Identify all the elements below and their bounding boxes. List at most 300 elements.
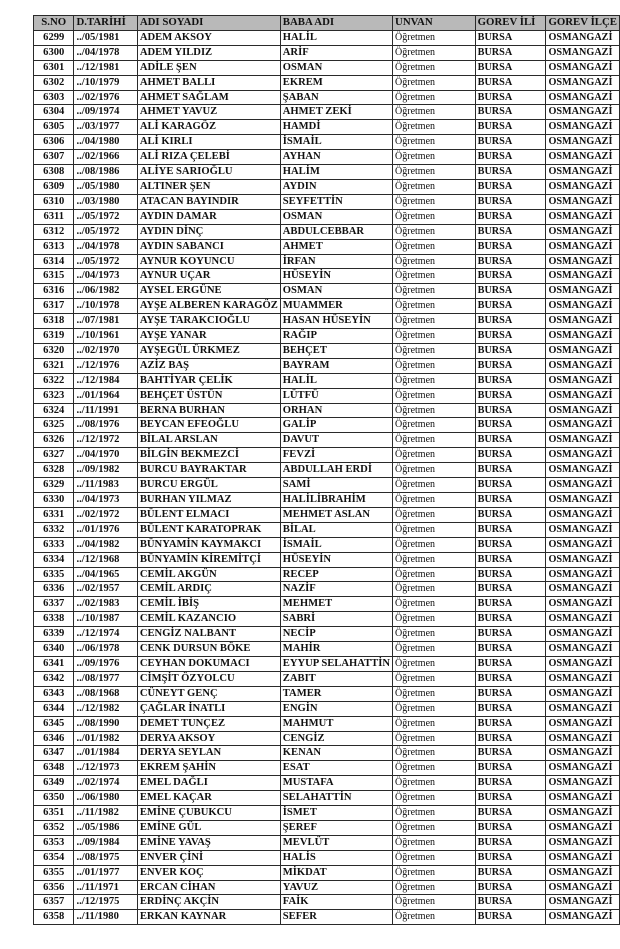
cell-duty-province: BURSA: [475, 493, 546, 508]
cell-father-name: YAVUZ: [280, 880, 392, 895]
cell-full-name: ERDİNÇ AKÇİN: [137, 895, 280, 910]
cell-duty-province: BURSA: [475, 835, 546, 850]
cell-duty-province: BURSA: [475, 239, 546, 254]
cell-father-name: ENGİN: [280, 701, 392, 716]
cell-full-name: BİLAL ARSLAN: [137, 433, 280, 448]
cell-full-name: ERCAN CİHAN: [137, 880, 280, 895]
cell-duty-province: BURSA: [475, 284, 546, 299]
table-row: [34, 537, 620, 552]
cell-birth-date: ../04/1973: [74, 493, 137, 508]
cell-sno: 6328: [34, 463, 74, 478]
cell-duty-province: BURSA: [475, 343, 546, 358]
cell-duty-district: OSMANGAZİ: [546, 731, 620, 746]
cell-birth-date: ../01/1982: [74, 731, 137, 746]
cell-birth-date: ../08/1990: [74, 716, 137, 731]
cell-duty-district: OSMANGAZİ: [546, 746, 620, 761]
cell-title: Öğretmen: [393, 358, 476, 373]
table-row: [34, 552, 620, 567]
cell-birth-date: ../10/1978: [74, 299, 137, 314]
cell-father-name: MUSTAFA: [280, 776, 392, 791]
table-row: [34, 701, 620, 716]
cell-full-name: ENVER KOÇ: [137, 865, 280, 880]
table-row: [34, 150, 620, 165]
table-row: [34, 329, 620, 344]
cell-sno: 6321: [34, 358, 74, 373]
cell-duty-district: OSMANGAZİ: [546, 567, 620, 582]
cell-title: Öğretmen: [393, 75, 476, 90]
cell-title: Öğretmen: [393, 448, 476, 463]
header-full-name: ADI SOYADI: [137, 16, 280, 31]
cell-father-name: CENGİZ: [280, 731, 392, 746]
cell-duty-district: OSMANGAZİ: [546, 433, 620, 448]
cell-birth-date: ../05/1980: [74, 179, 137, 194]
cell-birth-date: ../12/1968: [74, 552, 137, 567]
cell-birth-date: ../02/1966: [74, 150, 137, 165]
cell-birth-date: ../02/1970: [74, 343, 137, 358]
table-row: [34, 478, 620, 493]
cell-birth-date: ../08/1968: [74, 686, 137, 701]
cell-duty-district: OSMANGAZİ: [546, 30, 620, 45]
header-title: UNVAN: [393, 16, 476, 31]
cell-title: Öğretmen: [393, 209, 476, 224]
cell-duty-district: OSMANGAZİ: [546, 761, 620, 776]
cell-duty-province: BURSA: [475, 746, 546, 761]
cell-duty-province: BURSA: [475, 761, 546, 776]
cell-title: Öğretmen: [393, 150, 476, 165]
cell-duty-district: OSMANGAZİ: [546, 552, 620, 567]
cell-birth-date: ../03/1977: [74, 120, 137, 135]
table-row: [34, 731, 620, 746]
cell-duty-province: BURSA: [475, 627, 546, 642]
cell-title: Öğretmen: [393, 761, 476, 776]
cell-duty-district: OSMANGAZİ: [546, 656, 620, 671]
cell-full-name: CEYHAN DOKUMACI: [137, 656, 280, 671]
cell-sno: 6347: [34, 746, 74, 761]
cell-sno: 6320: [34, 343, 74, 358]
cell-full-name: BEYCAN EFEOĞLU: [137, 418, 280, 433]
cell-birth-date: ../02/1972: [74, 507, 137, 522]
cell-title: Öğretmen: [393, 90, 476, 105]
cell-title: Öğretmen: [393, 686, 476, 701]
cell-sno: 6335: [34, 567, 74, 582]
cell-father-name: SEFER: [280, 910, 392, 925]
cell-full-name: AYNUR UÇAR: [137, 269, 280, 284]
table-row: [34, 194, 620, 209]
cell-full-name: BURCU ERGÜL: [137, 478, 280, 493]
cell-full-name: AYŞE TARAKCIOĞLU: [137, 314, 280, 329]
cell-title: Öğretmen: [393, 179, 476, 194]
table-row: [34, 45, 620, 60]
table-row: [34, 567, 620, 582]
table-row: [34, 686, 620, 701]
cell-title: Öğretmen: [393, 418, 476, 433]
table-row: [34, 373, 620, 388]
cell-full-name: BURHAN YILMAZ: [137, 493, 280, 508]
table-row: [34, 254, 620, 269]
cell-title: Öğretmen: [393, 194, 476, 209]
cell-sno: 6334: [34, 552, 74, 567]
cell-full-name: DERYA SEYLAN: [137, 746, 280, 761]
cell-birth-date: ../12/1984: [74, 373, 137, 388]
cell-father-name: HÜSEYİN: [280, 269, 392, 284]
cell-sno: 6352: [34, 820, 74, 835]
cell-duty-district: OSMANGAZİ: [546, 388, 620, 403]
cell-duty-province: BURSA: [475, 120, 546, 135]
cell-sno: 6304: [34, 105, 74, 120]
cell-title: Öğretmen: [393, 850, 476, 865]
cell-title: Öğretmen: [393, 776, 476, 791]
cell-duty-district: OSMANGAZİ: [546, 522, 620, 537]
cell-duty-province: BURSA: [475, 403, 546, 418]
cell-father-name: ŞABAN: [280, 90, 392, 105]
cell-father-name: BİLAL: [280, 522, 392, 537]
cell-duty-province: BURSA: [475, 806, 546, 821]
cell-full-name: AYDIN DİNÇ: [137, 224, 280, 239]
cell-sno: 6309: [34, 179, 74, 194]
cell-sno: 6351: [34, 806, 74, 821]
cell-father-name: FEVZİ: [280, 448, 392, 463]
table-row: [34, 656, 620, 671]
cell-duty-district: OSMANGAZİ: [546, 493, 620, 508]
cell-title: Öğretmen: [393, 746, 476, 761]
cell-duty-province: BURSA: [475, 686, 546, 701]
cell-father-name: NECİP: [280, 627, 392, 642]
cell-title: Öğretmen: [393, 45, 476, 60]
document-sheet: [33, 15, 620, 925]
cell-sno: 6300: [34, 45, 74, 60]
cell-father-name: BEHÇET: [280, 343, 392, 358]
cell-birth-date: ../12/1973: [74, 761, 137, 776]
cell-duty-province: BURSA: [475, 880, 546, 895]
cell-duty-district: OSMANGAZİ: [546, 671, 620, 686]
cell-title: Öğretmen: [393, 388, 476, 403]
cell-birth-date: ../12/1972: [74, 433, 137, 448]
cell-duty-district: OSMANGAZİ: [546, 463, 620, 478]
table-row: [34, 433, 620, 448]
cell-father-name: SEYFETTİN: [280, 194, 392, 209]
cell-full-name: ALTINER ŞEN: [137, 179, 280, 194]
cell-birth-date: ../11/1983: [74, 478, 137, 493]
cell-duty-district: OSMANGAZİ: [546, 60, 620, 75]
table-row: [34, 791, 620, 806]
cell-full-name: EKREM ŞAHİN: [137, 761, 280, 776]
cell-title: Öğretmen: [393, 612, 476, 627]
cell-duty-province: BURSA: [475, 60, 546, 75]
cell-title: Öğretmen: [393, 701, 476, 716]
cell-title: Öğretmen: [393, 120, 476, 135]
cell-full-name: AYŞEGÜL ÜRKMEZ: [137, 343, 280, 358]
cell-full-name: BÜNYAMİN KİREMİTÇİ: [137, 552, 280, 567]
cell-full-name: ENVER ÇİNİ: [137, 850, 280, 865]
cell-father-name: ZABIT: [280, 671, 392, 686]
cell-father-name: MEHMET: [280, 597, 392, 612]
cell-duty-province: BURSA: [475, 105, 546, 120]
cell-title: Öğretmen: [393, 314, 476, 329]
cell-duty-province: BURSA: [475, 358, 546, 373]
cell-duty-province: BURSA: [475, 463, 546, 478]
cell-full-name: CEMİL AKGÜN: [137, 567, 280, 582]
cell-duty-province: BURSA: [475, 701, 546, 716]
cell-father-name: FAİK: [280, 895, 392, 910]
cell-sno: 6346: [34, 731, 74, 746]
cell-birth-date: ../01/1977: [74, 865, 137, 880]
cell-full-name: ALİ KIRLI: [137, 135, 280, 150]
cell-sno: 6302: [34, 75, 74, 90]
cell-birth-date: ../05/1972: [74, 209, 137, 224]
cell-father-name: EKREM: [280, 75, 392, 90]
cell-full-name: EMİNE ÇUBUKCU: [137, 806, 280, 821]
cell-duty-province: BURSA: [475, 30, 546, 45]
cell-birth-date: ../09/1982: [74, 463, 137, 478]
cell-sno: 6312: [34, 224, 74, 239]
cell-father-name: EYYUP SELAHATTİN: [280, 656, 392, 671]
cell-duty-district: OSMANGAZİ: [546, 895, 620, 910]
cell-sno: 6315: [34, 269, 74, 284]
cell-father-name: ORHAN: [280, 403, 392, 418]
cell-title: Öğretmen: [393, 656, 476, 671]
cell-birth-date: ../02/1957: [74, 582, 137, 597]
cell-duty-province: BURSA: [475, 537, 546, 552]
cell-birth-date: ../02/1983: [74, 597, 137, 612]
cell-title: Öğretmen: [393, 224, 476, 239]
cell-sno: 6316: [34, 284, 74, 299]
table-row: [34, 522, 620, 537]
table-row: [34, 209, 620, 224]
personnel-table: [33, 15, 620, 925]
cell-full-name: AYŞE ALBEREN KARAGÖZ: [137, 299, 280, 314]
cell-sno: 6322: [34, 373, 74, 388]
cell-title: Öğretmen: [393, 627, 476, 642]
cell-duty-province: BURSA: [475, 776, 546, 791]
table-row: [34, 865, 620, 880]
cell-birth-date: ../11/1980: [74, 910, 137, 925]
cell-sno: 6299: [34, 30, 74, 45]
table-row: [34, 627, 620, 642]
cell-duty-district: OSMANGAZİ: [546, 269, 620, 284]
cell-duty-province: BURSA: [475, 552, 546, 567]
cell-full-name: AHMET BALLI: [137, 75, 280, 90]
table-row: [34, 761, 620, 776]
cell-full-name: ATACAN BAYINDIR: [137, 194, 280, 209]
cell-full-name: CEMİL İBİŞ: [137, 597, 280, 612]
table-row: [34, 299, 620, 314]
cell-duty-district: OSMANGAZİ: [546, 716, 620, 731]
cell-duty-province: BURSA: [475, 135, 546, 150]
cell-duty-district: OSMANGAZİ: [546, 239, 620, 254]
cell-duty-province: BURSA: [475, 433, 546, 448]
cell-father-name: ESAT: [280, 761, 392, 776]
cell-full-name: AYNUR KOYUNCU: [137, 254, 280, 269]
cell-birth-date: ../11/1971: [74, 880, 137, 895]
cell-title: Öğretmen: [393, 567, 476, 582]
cell-father-name: İSMAİL: [280, 135, 392, 150]
cell-birth-date: ../10/1979: [74, 75, 137, 90]
cell-father-name: İRFAN: [280, 254, 392, 269]
cell-full-name: ALİ KARAGÖZ: [137, 120, 280, 135]
cell-sno: 6311: [34, 209, 74, 224]
cell-full-name: ADİLE ŞEN: [137, 60, 280, 75]
table-row: [34, 448, 620, 463]
table-row: [34, 90, 620, 105]
cell-father-name: HALİM: [280, 165, 392, 180]
cell-duty-district: OSMANGAZİ: [546, 806, 620, 821]
table-row: [34, 284, 620, 299]
table-row: [34, 507, 620, 522]
cell-father-name: ABDULLAH ERDİ: [280, 463, 392, 478]
cell-duty-district: OSMANGAZİ: [546, 537, 620, 552]
cell-father-name: MİKDAT: [280, 865, 392, 880]
cell-duty-district: OSMANGAZİ: [546, 150, 620, 165]
cell-sno: 6308: [34, 165, 74, 180]
cell-full-name: BURCU BAYRAKTAR: [137, 463, 280, 478]
cell-duty-district: OSMANGAZİ: [546, 850, 620, 865]
table-row: [34, 820, 620, 835]
cell-full-name: BEHÇET ÜSTÜN: [137, 388, 280, 403]
cell-full-name: BAHTİYAR ÇELİK: [137, 373, 280, 388]
cell-duty-district: OSMANGAZİ: [546, 835, 620, 850]
cell-title: Öğretmen: [393, 329, 476, 344]
header-birth-date: D.TARİHİ: [74, 16, 137, 31]
cell-birth-date: ../02/1976: [74, 90, 137, 105]
cell-sno: 6332: [34, 522, 74, 537]
cell-birth-date: ../05/1981: [74, 30, 137, 45]
cell-duty-province: BURSA: [475, 388, 546, 403]
cell-birth-date: ../03/1980: [74, 194, 137, 209]
cell-birth-date: ../05/1972: [74, 254, 137, 269]
cell-sno: 6326: [34, 433, 74, 448]
cell-sno: 6305: [34, 120, 74, 135]
cell-duty-province: BURSA: [475, 373, 546, 388]
table-row: [34, 105, 620, 120]
cell-sno: 6349: [34, 776, 74, 791]
table-row: [34, 895, 620, 910]
cell-duty-district: OSMANGAZİ: [546, 582, 620, 597]
cell-father-name: ARİF: [280, 45, 392, 60]
cell-full-name: ADEM AKSOY: [137, 30, 280, 45]
cell-father-name: HALİS: [280, 850, 392, 865]
cell-duty-district: OSMANGAZİ: [546, 418, 620, 433]
cell-sno: 6355: [34, 865, 74, 880]
cell-duty-district: OSMANGAZİ: [546, 284, 620, 299]
table-row: [34, 224, 620, 239]
table-row: [34, 850, 620, 865]
cell-birth-date: ../12/1981: [74, 60, 137, 75]
cell-full-name: AHMET SAĞLAM: [137, 90, 280, 105]
table-header-row: [34, 16, 620, 31]
cell-duty-province: BURSA: [475, 895, 546, 910]
cell-duty-province: BURSA: [475, 671, 546, 686]
cell-duty-district: OSMANGAZİ: [546, 820, 620, 835]
cell-father-name: MEVLÜT: [280, 835, 392, 850]
cell-title: Öğretmen: [393, 373, 476, 388]
cell-duty-province: BURSA: [475, 478, 546, 493]
cell-father-name: AHMET ZEKİ: [280, 105, 392, 120]
cell-father-name: MAHİR: [280, 642, 392, 657]
cell-birth-date: ../04/1973: [74, 269, 137, 284]
cell-sno: 6340: [34, 642, 74, 657]
cell-duty-province: BURSA: [475, 418, 546, 433]
cell-full-name: AYDIN SABANCI: [137, 239, 280, 254]
table-row: [34, 880, 620, 895]
cell-full-name: DERYA AKSOY: [137, 731, 280, 746]
cell-full-name: ERKAN KAYNAR: [137, 910, 280, 925]
table-row: [34, 776, 620, 791]
cell-title: Öğretmen: [393, 716, 476, 731]
cell-title: Öğretmen: [393, 552, 476, 567]
table-row: [34, 806, 620, 821]
table-row: [34, 165, 620, 180]
cell-duty-district: OSMANGAZİ: [546, 165, 620, 180]
cell-duty-district: OSMANGAZİ: [546, 314, 620, 329]
cell-sno: 6350: [34, 791, 74, 806]
cell-sno: 6317: [34, 299, 74, 314]
cell-full-name: BÜLENT KARATOPRAK: [137, 522, 280, 537]
cell-title: Öğretmen: [393, 135, 476, 150]
cell-birth-date: ../08/1976: [74, 418, 137, 433]
cell-duty-province: BURSA: [475, 865, 546, 880]
cell-father-name: HALİL: [280, 373, 392, 388]
cell-father-name: KENAN: [280, 746, 392, 761]
cell-full-name: BÜLENT ELMACI: [137, 507, 280, 522]
cell-duty-province: BURSA: [475, 522, 546, 537]
cell-sno: 6357: [34, 895, 74, 910]
cell-sno: 6319: [34, 329, 74, 344]
cell-father-name: İSMAİL: [280, 537, 392, 552]
cell-birth-date: ../10/1987: [74, 612, 137, 627]
cell-father-name: GALİP: [280, 418, 392, 433]
table-row: [34, 597, 620, 612]
cell-birth-date: ../04/1978: [74, 239, 137, 254]
cell-title: Öğretmen: [393, 165, 476, 180]
cell-duty-province: BURSA: [475, 910, 546, 925]
cell-duty-district: OSMANGAZİ: [546, 179, 620, 194]
cell-duty-province: BURSA: [475, 329, 546, 344]
table-row: [34, 135, 620, 150]
cell-sno: 6337: [34, 597, 74, 612]
cell-duty-province: BURSA: [475, 194, 546, 209]
cell-full-name: EMEL KAÇAR: [137, 791, 280, 806]
cell-title: Öğretmen: [393, 269, 476, 284]
header-father-name: BABA ADI: [280, 16, 392, 31]
cell-father-name: LÜTFÜ: [280, 388, 392, 403]
cell-sno: 6301: [34, 60, 74, 75]
table-row: [34, 60, 620, 75]
cell-duty-district: OSMANGAZİ: [546, 90, 620, 105]
cell-full-name: CENGİZ NALBANT: [137, 627, 280, 642]
cell-duty-province: BURSA: [475, 448, 546, 463]
table-row: [34, 269, 620, 284]
cell-birth-date: ../07/1981: [74, 314, 137, 329]
cell-sno: 6344: [34, 701, 74, 716]
cell-title: Öğretmen: [393, 478, 476, 493]
cell-title: Öğretmen: [393, 865, 476, 880]
cell-birth-date: ../08/1977: [74, 671, 137, 686]
cell-sno: 6303: [34, 90, 74, 105]
cell-sno: 6324: [34, 403, 74, 418]
cell-duty-district: OSMANGAZİ: [546, 612, 620, 627]
cell-full-name: CEMİL ARDIÇ: [137, 582, 280, 597]
cell-sno: 6313: [34, 239, 74, 254]
cell-birth-date: ../12/1974: [74, 627, 137, 642]
cell-full-name: EMEL DAĞLI: [137, 776, 280, 791]
cell-full-name: DEMET TUNÇEZ: [137, 716, 280, 731]
table-row: [34, 835, 620, 850]
cell-title: Öğretmen: [393, 463, 476, 478]
cell-sno: 6338: [34, 612, 74, 627]
cell-duty-province: BURSA: [475, 656, 546, 671]
header-duty-province: GOREV İLİ: [475, 16, 546, 31]
cell-full-name: ALİ RIZA ÇELEBİ: [137, 150, 280, 165]
